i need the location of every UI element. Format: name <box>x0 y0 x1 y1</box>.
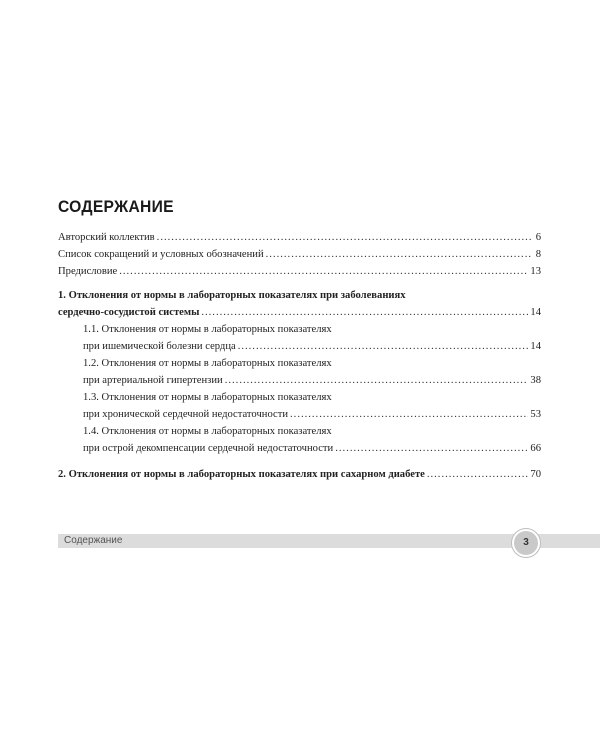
leader-dots <box>335 440 528 457</box>
toc-entry-page: 14 <box>530 341 541 352</box>
leader-dots <box>119 263 528 280</box>
leader-dots <box>427 466 529 483</box>
table-of-contents <box>58 229 541 483</box>
leader-dots <box>266 246 531 263</box>
chapter-title: 2. Отклонения от нормы в лабораторных показателях при сахарном диабете <box>58 469 425 480</box>
toc-entry-title: Авторский коллектив <box>58 232 155 243</box>
toc-subentry-1-4[interactable] <box>58 423 541 457</box>
leader-dots <box>201 304 528 321</box>
subentry-title-continued: при хронической сердечной недостаточности <box>83 409 289 420</box>
subentry-title-line: 1.1. Отклонения от нормы в лабораторных показателях <box>83 324 332 335</box>
subentry-title-line-2 <box>58 338 541 355</box>
toc-chapter-2[interactable] <box>58 466 541 483</box>
subentry-title-continued: при артериальной гипертензии <box>83 375 223 386</box>
subentry-title-continued: при острой декомпенсации сердечной недостаточности <box>83 443 334 454</box>
running-footer-label: Содержание <box>64 535 123 546</box>
toc-entry-page: 6 <box>535 232 541 243</box>
chapter-title-line: 1. Отклонения от нормы в лабораторных показателях при заболеваниях <box>58 290 406 301</box>
subentry-title-line-2 <box>58 440 541 457</box>
leader-dots <box>238 338 529 355</box>
subentry-title-line: 1.3. Отклонения от нормы в лабораторных показателях <box>83 392 332 403</box>
toc-entry-title: Список сокращений и условных обозначений <box>58 249 264 260</box>
leader-dots <box>225 372 529 389</box>
toc-entry-authors[interactable] <box>58 229 541 246</box>
chapter-title-continued: сердечно-сосудистой системы <box>58 307 200 318</box>
toc-subentry-1-2[interactable] <box>58 355 541 389</box>
toc-chapter-1[interactable] <box>58 287 541 321</box>
subentry-title-line-2 <box>58 406 541 423</box>
subentry-title-continued: при ишемической болезни сердца <box>83 341 236 352</box>
toc-entry-page: 53 <box>530 409 541 420</box>
page-number-badge: 3 <box>512 529 540 557</box>
toc-entry-title: Предисловие <box>58 266 118 277</box>
subentry-title-line-2 <box>58 372 541 389</box>
toc-subentry-1-3[interactable] <box>58 389 541 423</box>
toc-entry-page: 38 <box>530 375 541 386</box>
toc-entry-page: 14 <box>530 307 541 318</box>
leader-dots <box>157 229 531 246</box>
subentry-title-line: 1.2. Отклонения от нормы в лабораторных показателях <box>83 358 332 369</box>
leader-dots <box>290 406 528 423</box>
toc-entry-page: 13 <box>530 266 541 277</box>
chapter-title-line-2 <box>58 304 541 321</box>
subentry-title-line: 1.4. Отклонения от нормы в лабораторных показателях <box>83 426 332 437</box>
toc-subentry-1-1[interactable] <box>58 321 541 355</box>
toc-entry-abbreviations[interactable] <box>58 246 541 263</box>
toc-entry-preface[interactable] <box>58 263 541 280</box>
page-title: СОДЕРЖАНИЕ <box>58 197 174 216</box>
toc-entry-page: 70 <box>530 469 541 480</box>
toc-entry-page: 8 <box>535 249 541 260</box>
toc-entry-page: 66 <box>530 443 541 454</box>
